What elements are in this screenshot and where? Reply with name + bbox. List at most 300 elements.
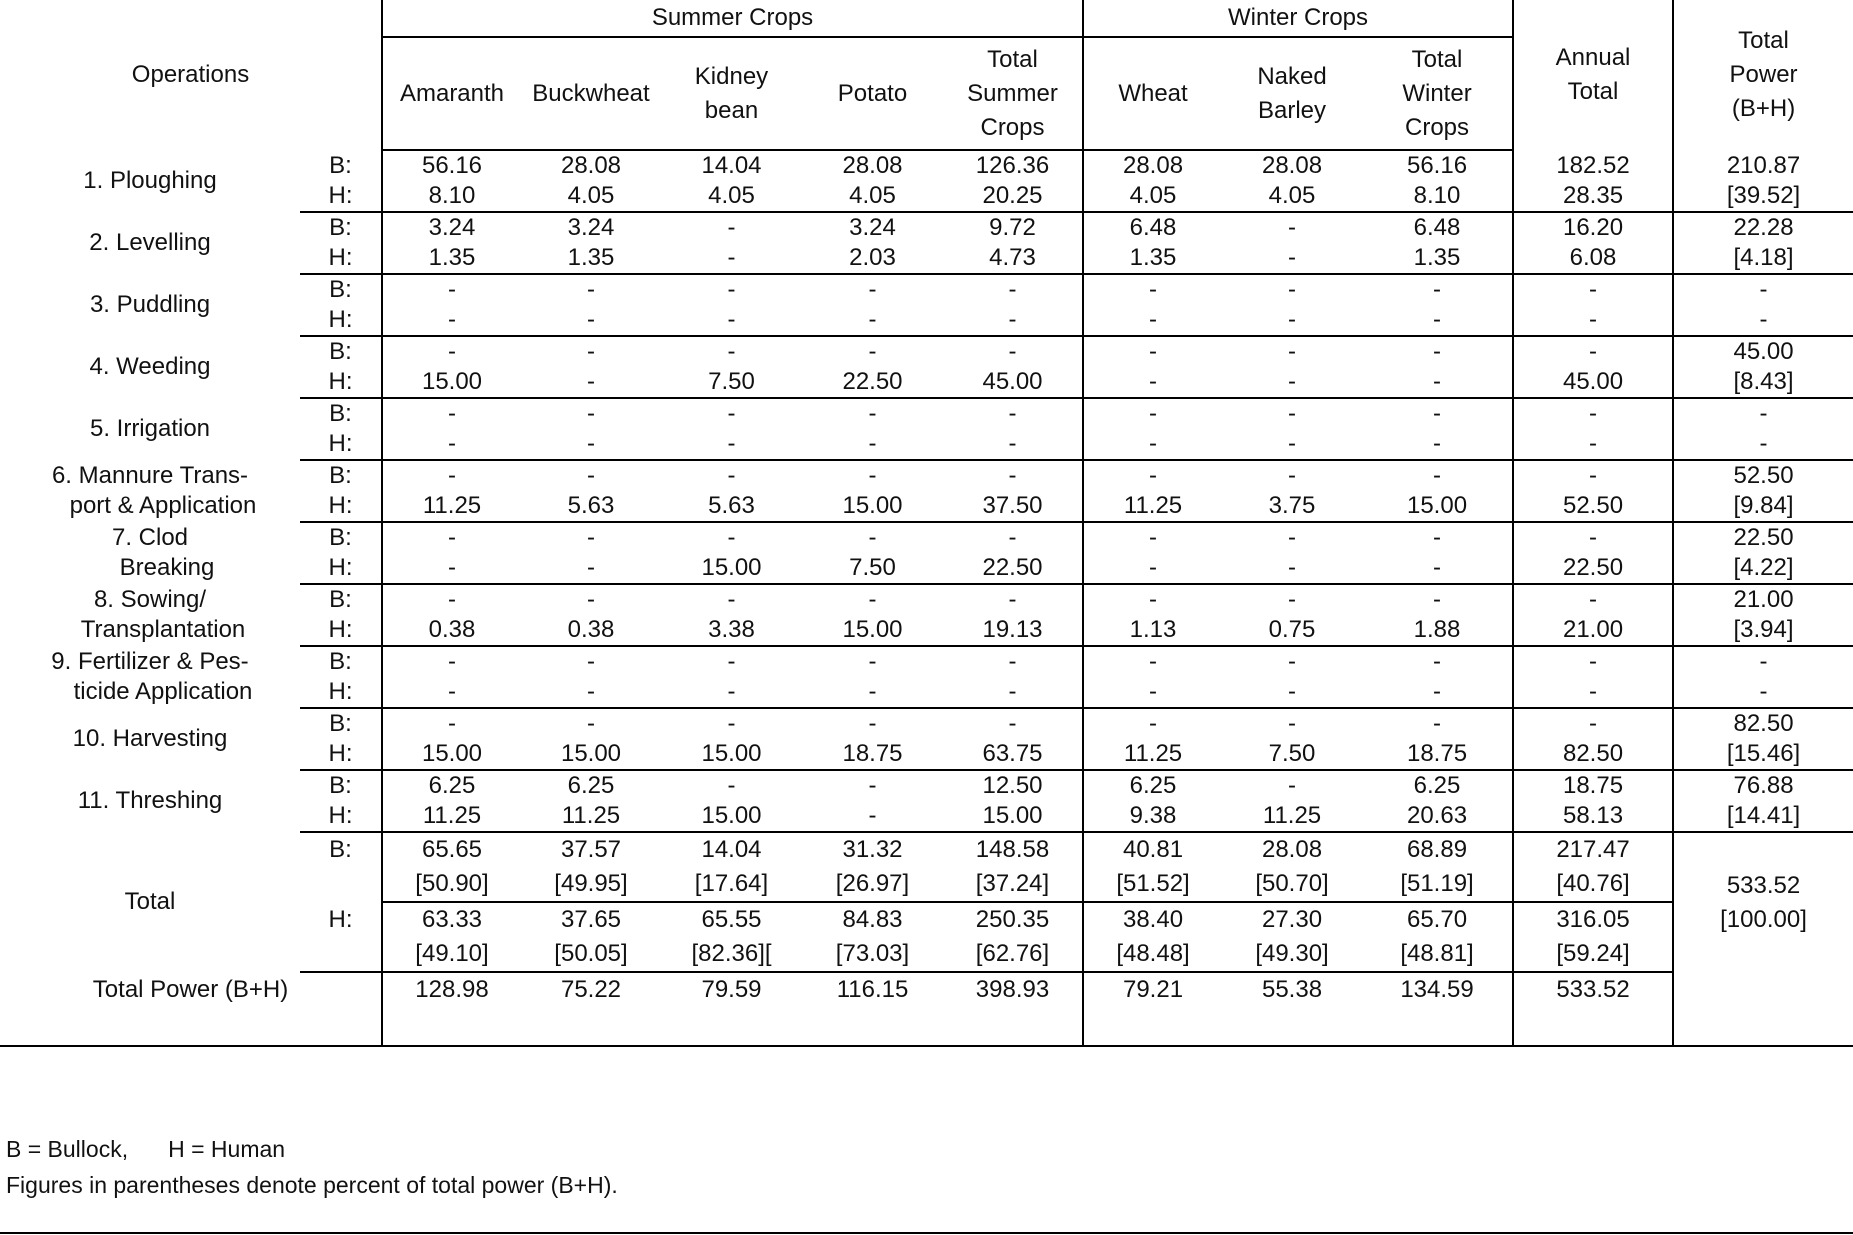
total-human-value: 84.83	[802, 902, 943, 937]
table-cell: 210.87	[1673, 150, 1853, 181]
table-cell: -	[1288, 648, 1297, 675]
table-cell: -	[1433, 400, 1442, 427]
total-power-value: 134.59	[1362, 972, 1513, 1046]
total-power-value: 79.21	[1083, 972, 1222, 1046]
table-cell: -	[1008, 338, 1017, 365]
operation-name	[0, 336, 300, 398]
table-cell: 21.00	[1673, 584, 1853, 615]
table-cell: -	[1288, 338, 1297, 365]
col-header-total-summer	[943, 37, 1083, 150]
operation-name	[0, 398, 300, 460]
table-cell: -	[1083, 646, 1222, 677]
total-human-value: 316.05	[1513, 902, 1673, 937]
table-cell: 6.48	[1083, 212, 1222, 243]
table-cell: 1.13	[1083, 615, 1222, 646]
table-cell: -	[1433, 586, 1442, 613]
table-cell: -	[1362, 305, 1513, 336]
total-bullock-percent: [50.90]	[382, 867, 521, 902]
table-cell: -	[587, 462, 595, 489]
table-cell: -	[661, 305, 802, 336]
table-cell: -	[727, 772, 736, 799]
table-cell: -	[1362, 677, 1513, 708]
table-cell: 15.00	[382, 367, 521, 398]
table-cell: 6.25	[1413, 772, 1461, 799]
table-cell: -	[587, 338, 595, 365]
table-cell: -	[802, 305, 943, 336]
operation-name	[0, 770, 300, 832]
operation-name-line: Transplantation	[80, 616, 246, 643]
table-cell: -	[382, 584, 521, 615]
total-human-percent: [48.81]	[1362, 937, 1513, 972]
operation-name-line: 11. Threshing	[77, 787, 223, 814]
col-header-line: Power	[1729, 61, 1798, 88]
table-cell: -	[868, 772, 877, 799]
table-cell: 9.72	[989, 214, 1036, 241]
table-cell: -	[1222, 367, 1362, 398]
operation-name-line: port & Application	[69, 492, 257, 519]
col-header-wheat	[1083, 37, 1222, 150]
table-cell: -	[868, 648, 877, 675]
table-cell: -	[1673, 646, 1853, 677]
col-header-line: Crops	[980, 113, 1045, 141]
table-cell: -	[1433, 338, 1442, 365]
total-bullock-percent: [51.52]	[1083, 867, 1222, 902]
table-cell: [3.94]	[1673, 615, 1853, 646]
table-cell: -	[727, 586, 736, 613]
table-cell: -	[1008, 462, 1017, 489]
table-cell: 1.35	[1362, 243, 1513, 274]
table-cell: -	[1083, 522, 1222, 553]
table-row-bullock	[0, 460, 1853, 491]
table-cell: -	[1222, 305, 1362, 336]
table-cell: 9.38	[1083, 801, 1222, 832]
table-cell: -	[1083, 460, 1222, 491]
table-cell: 18.75	[1362, 739, 1513, 770]
table-cell: [39.52]	[1673, 181, 1853, 212]
total-power-value: 116.15	[802, 972, 943, 1046]
table-cell: 3.75	[1222, 491, 1362, 522]
table-cell: 11.25	[521, 801, 661, 832]
table-cell: -	[382, 553, 521, 584]
table-cell: 45.00	[943, 367, 1083, 398]
col-header-buckwheat	[521, 37, 661, 150]
total-bullock-value: 28.08	[1261, 836, 1323, 863]
total-bullock-value: 65.65	[382, 832, 521, 867]
table-cell: -	[661, 677, 802, 708]
table-cell: -	[1008, 648, 1017, 675]
total-human-value: 37.65	[521, 902, 661, 937]
table-cell: 11.25	[1083, 491, 1222, 522]
table-cell: -	[943, 429, 1083, 460]
table-cell: 8.10	[382, 181, 521, 212]
human-label: H:	[300, 677, 382, 708]
total-power-value: 55.38	[1222, 972, 1362, 1046]
table-cell: 63.75	[943, 739, 1083, 770]
table-cell: 15.00	[802, 615, 943, 646]
human-label: H:	[300, 801, 382, 832]
table-cell: -	[1008, 276, 1017, 303]
table-cell: 14.04	[701, 152, 762, 179]
table-cell: -	[587, 586, 595, 613]
table-cell: -	[727, 462, 736, 489]
table-cell: 3.24	[567, 214, 615, 241]
table-cell: 15.00	[521, 739, 661, 770]
table-cell: 56.16	[1406, 152, 1468, 179]
table-cell: 28.08	[560, 152, 622, 179]
table-cell: -	[1083, 367, 1222, 398]
table-cell: 22.28	[1673, 212, 1853, 243]
table-cell: -	[1673, 429, 1853, 460]
table-cell: -	[727, 276, 736, 303]
human-label: H:	[300, 243, 382, 274]
operation-name	[0, 584, 300, 646]
table-cell: 18.75	[1513, 770, 1673, 801]
table-row-bullock	[0, 398, 1853, 429]
table-cell: 15.00	[1362, 491, 1513, 522]
col-header-line: Total	[1567, 78, 1619, 105]
total-power-value: 75.22	[521, 972, 661, 1046]
table-cell: -	[1513, 305, 1673, 336]
table-cell: -	[727, 400, 736, 427]
table-cell: 52.50	[1513, 491, 1673, 522]
table-cell: -	[382, 646, 521, 677]
table-cell: 37.50	[943, 491, 1083, 522]
operation-name-line: 3. Puddling	[89, 291, 211, 318]
table-cell: 76.88	[1673, 770, 1853, 801]
table-cell: 6.08	[1513, 243, 1673, 274]
col-header-line: Barley	[1258, 96, 1327, 124]
table-cell: -	[1362, 553, 1513, 584]
col-header-potato	[802, 37, 943, 150]
table-cell: -	[1288, 462, 1297, 489]
bullock-label: B:	[329, 462, 352, 489]
table-cell: 21.00	[1513, 615, 1673, 646]
legend-line	[6, 1131, 618, 1167]
table-cell: -	[868, 586, 877, 613]
table-cell: -	[868, 338, 877, 365]
table-cell: -	[1513, 398, 1673, 429]
table-cell: -	[1513, 677, 1673, 708]
table-cell: 7.50	[661, 367, 802, 398]
bullock-label: B:	[329, 648, 352, 675]
table-cell: 12.50	[982, 772, 1043, 799]
col-header-line: Wheat	[1118, 79, 1188, 107]
table-cell: -	[868, 400, 877, 427]
bottom-rule	[0, 1232, 1853, 1234]
table-cell: 45.00	[1673, 336, 1853, 367]
table-cell: -	[1513, 646, 1673, 677]
table-cell: 15.00	[802, 491, 943, 522]
table-cell: -	[1083, 429, 1222, 460]
bullock-label: B:	[329, 524, 352, 551]
col-header-kidney-bean	[661, 37, 802, 150]
table-cell: 4.05	[1083, 181, 1222, 212]
table-cell: 4.05	[1222, 181, 1362, 212]
table-cell: -	[1008, 710, 1017, 737]
empty-cell	[300, 937, 382, 972]
table-cell: -	[1083, 584, 1222, 615]
table-cell: 22.50	[943, 553, 1083, 584]
grand-total	[1673, 832, 1853, 972]
table-cell: -	[868, 462, 877, 489]
table-cell: 22.50	[1513, 553, 1673, 584]
total-bullock-value: 40.81	[1083, 832, 1222, 867]
table-row-bullock	[0, 336, 1853, 367]
human-label: H:	[300, 553, 382, 584]
col-header-total-winter	[1362, 37, 1513, 150]
total-human-percent: [82.36][	[661, 937, 802, 972]
table-cell: -	[1288, 214, 1297, 241]
table-row-bullock	[0, 212, 1853, 243]
table-cell: 16.20	[1513, 212, 1673, 243]
table-cell: 3.24	[849, 214, 896, 241]
table-cell: 6.25	[1083, 770, 1222, 801]
table-cell: -	[1222, 677, 1362, 708]
total-power-value: 398.93	[943, 972, 1083, 1046]
table-cell: -	[1513, 460, 1673, 491]
total-bullock-percent: [40.76]	[1513, 867, 1673, 902]
human-label: H:	[300, 367, 382, 398]
table-cell: -	[661, 429, 802, 460]
table-cell: 5.63	[521, 491, 661, 522]
total-human-value: 63.33	[382, 902, 521, 937]
table-cell: 15.00	[382, 739, 521, 770]
table-cell: -	[1008, 400, 1017, 427]
col-header-line: Crops	[1405, 113, 1470, 141]
bullock-label: B:	[329, 836, 352, 863]
table-cell: -	[1288, 772, 1297, 799]
total-power-value: 533.52	[1513, 972, 1673, 1046]
operation-name	[0, 150, 300, 212]
col-header-line: Summer	[967, 79, 1058, 107]
table-cell: -	[382, 460, 521, 491]
table-cell: 82.50	[1673, 708, 1853, 739]
table-cell: -	[1673, 677, 1853, 708]
human-label: H:	[300, 491, 382, 522]
col-header-line: Winter	[1402, 79, 1472, 107]
table-cell: 11.25	[382, 491, 521, 522]
operation-name-line: 5. Irrigation	[89, 415, 211, 442]
table-cell: 8.10	[1362, 181, 1513, 212]
table-cell: -	[382, 305, 521, 336]
table-cell: 28.08	[1083, 150, 1222, 181]
table-cell: 1.35	[382, 243, 521, 274]
table-cell: -	[1288, 400, 1297, 427]
table-cell: 15.00	[943, 801, 1083, 832]
table-cell: [4.18]	[1673, 243, 1853, 274]
total-human-percent: [49.30]	[1222, 937, 1362, 972]
table-row-bullock	[0, 522, 1853, 553]
col-header-line: Total	[1411, 45, 1463, 73]
table-cell: -	[1083, 305, 1222, 336]
total-human-percent: [48.48]	[1083, 937, 1222, 972]
total-bullock-value: 148.58	[975, 836, 1050, 863]
operation-name-line: ticide Application	[73, 678, 253, 705]
bullock-label: B:	[329, 214, 352, 241]
table-cell: 7.50	[802, 553, 943, 584]
table-cell: -	[382, 274, 521, 305]
table-cell: -	[1513, 522, 1673, 553]
human-label: H:	[300, 615, 382, 646]
table-cell: -	[1513, 336, 1673, 367]
bullock-label: B:	[329, 276, 352, 303]
table-cell: -	[382, 677, 521, 708]
legend-bullock: B = Bullock,	[6, 1136, 129, 1162]
operation-rows	[0, 150, 1853, 832]
table-cell: 126.36	[975, 152, 1050, 179]
col-header-annual-total	[1513, 0, 1673, 150]
table-cell: 58.13	[1513, 801, 1673, 832]
table-cell: -	[1433, 276, 1442, 303]
table-cell: -	[1362, 429, 1513, 460]
table-cell: -	[868, 710, 877, 737]
table-cell: -	[521, 305, 661, 336]
col-header-total-power	[1673, 0, 1853, 150]
table-cell: 5.63	[661, 491, 802, 522]
table-cell: 2.03	[802, 243, 943, 274]
table-cell: -	[521, 553, 661, 584]
col-header-line: bean	[704, 96, 759, 124]
table-cell: 19.13	[943, 615, 1083, 646]
col-header-line: Amaranth	[399, 79, 505, 107]
table-cell: 0.38	[382, 615, 521, 646]
table-cell: 52.50	[1673, 460, 1853, 491]
table-cell: -	[1288, 710, 1297, 737]
total-bullock-percent: [51.19]	[1400, 870, 1474, 897]
grand-total-percent: [100.00]	[1720, 905, 1807, 933]
operation-name-line: 4. Weeding	[89, 353, 211, 380]
operation-name-line: 8. Sowing/	[93, 586, 207, 613]
table-cell: -	[868, 276, 877, 303]
table-cell: -	[868, 524, 877, 551]
summer-crops-header: Summer Crops	[382, 0, 1083, 37]
table-row-bullock	[0, 584, 1853, 615]
table-cell: 4.05	[802, 181, 943, 212]
table-cell: 22.50	[802, 367, 943, 398]
winter-crops-header: Winter Crops	[1083, 0, 1513, 37]
table-cell: -	[1513, 708, 1673, 739]
operation-name	[0, 646, 300, 708]
grand-total-value: 533.52	[1726, 871, 1801, 899]
table-cell: -	[382, 708, 521, 739]
total-bullock-percent: [50.70]	[1255, 870, 1329, 897]
table-row-bullock	[0, 150, 1853, 181]
total-power-value: 128.98	[382, 972, 521, 1046]
table-cell: -	[382, 429, 521, 460]
table-cell: -	[521, 677, 661, 708]
total-row	[0, 832, 1853, 867]
bullock-label: B:	[329, 772, 352, 799]
col-header-line: Naked	[1257, 62, 1327, 90]
table-cell: -	[1083, 708, 1222, 739]
table-cell: -	[1288, 586, 1297, 613]
table-cell: 1.88	[1362, 615, 1513, 646]
table-cell: 82.50	[1513, 739, 1673, 770]
total-bullock-percent: [26.97]	[835, 870, 910, 897]
total-human-value: 65.55	[661, 902, 802, 937]
col-header-line: Buckwheat	[532, 79, 650, 107]
table-cell: -	[1083, 398, 1222, 429]
total-human-value: 27.30	[1222, 902, 1362, 937]
table-cell: -	[943, 305, 1083, 336]
table-cell: -	[382, 336, 521, 367]
operations-header: Operations	[131, 61, 250, 88]
table-cell: -	[587, 524, 595, 551]
table-cell: -	[382, 398, 521, 429]
table-cell: -	[727, 524, 736, 551]
table-cell: -	[1433, 710, 1442, 737]
table-cell: -	[802, 677, 943, 708]
table-cell: 20.25	[943, 181, 1083, 212]
table-cell: -	[1083, 677, 1222, 708]
table-cell: 1.35	[1083, 243, 1222, 274]
table-cell: -	[1433, 524, 1442, 551]
human-label: H:	[300, 181, 382, 212]
table-cell: -	[727, 648, 736, 675]
operation-name	[0, 274, 300, 336]
table-row-bullock	[0, 646, 1853, 677]
col-header-line: (B+H)	[1731, 95, 1796, 122]
bullock-label: B:	[329, 151, 352, 179]
total-bullock-percent: [17.64]	[694, 870, 769, 897]
table-cell: 28.08	[1261, 152, 1323, 179]
table-cell: -	[1673, 274, 1853, 305]
table-cell: 0.75	[1222, 615, 1362, 646]
table-cell: 6.25	[382, 770, 521, 801]
operation-name	[0, 708, 300, 770]
table-cell: 3.38	[661, 615, 802, 646]
table-cell: 4.05	[521, 181, 661, 212]
table-cell: -	[382, 522, 521, 553]
table-cell: 18.75	[802, 739, 943, 770]
table-cell: -	[1433, 462, 1442, 489]
total-human-percent: [50.05]	[521, 937, 661, 972]
table-cell: 15.00	[661, 801, 802, 832]
operation-name-line: 1. Ploughing	[83, 167, 217, 194]
table-cell: -	[943, 677, 1083, 708]
table-cell: -	[1362, 367, 1513, 398]
operation-name-line: 10. Harvesting	[72, 725, 228, 752]
col-header-line: Kidney	[694, 62, 769, 90]
human-label: H:	[300, 429, 382, 460]
table-row-bullock	[0, 770, 1853, 801]
table-cell: -	[587, 276, 595, 303]
operation-name-line: 6. Mannure Trans-	[51, 462, 249, 489]
table-cell: 15.00	[661, 739, 802, 770]
total-power-value	[1673, 972, 1853, 1046]
table-cell: -	[1083, 553, 1222, 584]
bullock-label: B:	[329, 400, 352, 427]
bullock-label: B:	[329, 338, 352, 365]
table-cell: -	[1513, 584, 1673, 615]
table-cell: -	[521, 429, 661, 460]
table-cell: 45.00	[1513, 367, 1673, 398]
table-cell: -	[1222, 243, 1362, 274]
total-bullock-value: 31.32	[842, 836, 903, 863]
human-label: H:	[300, 739, 382, 770]
operation-name-line: 7. Clod	[111, 524, 189, 551]
col-header-line: Total	[1738, 27, 1789, 54]
human-label: H:	[328, 905, 353, 933]
total-bullock-value: 14.04	[701, 836, 762, 863]
table-cell: -	[727, 710, 736, 737]
table-cell: -	[587, 648, 595, 675]
table-cell: 0.38	[521, 615, 661, 646]
total-bullock-value: 68.89	[1406, 836, 1468, 863]
table-cell: 11.25	[1083, 739, 1222, 770]
table-cell: -	[1222, 553, 1362, 584]
col-header-line: Total	[987, 45, 1038, 73]
